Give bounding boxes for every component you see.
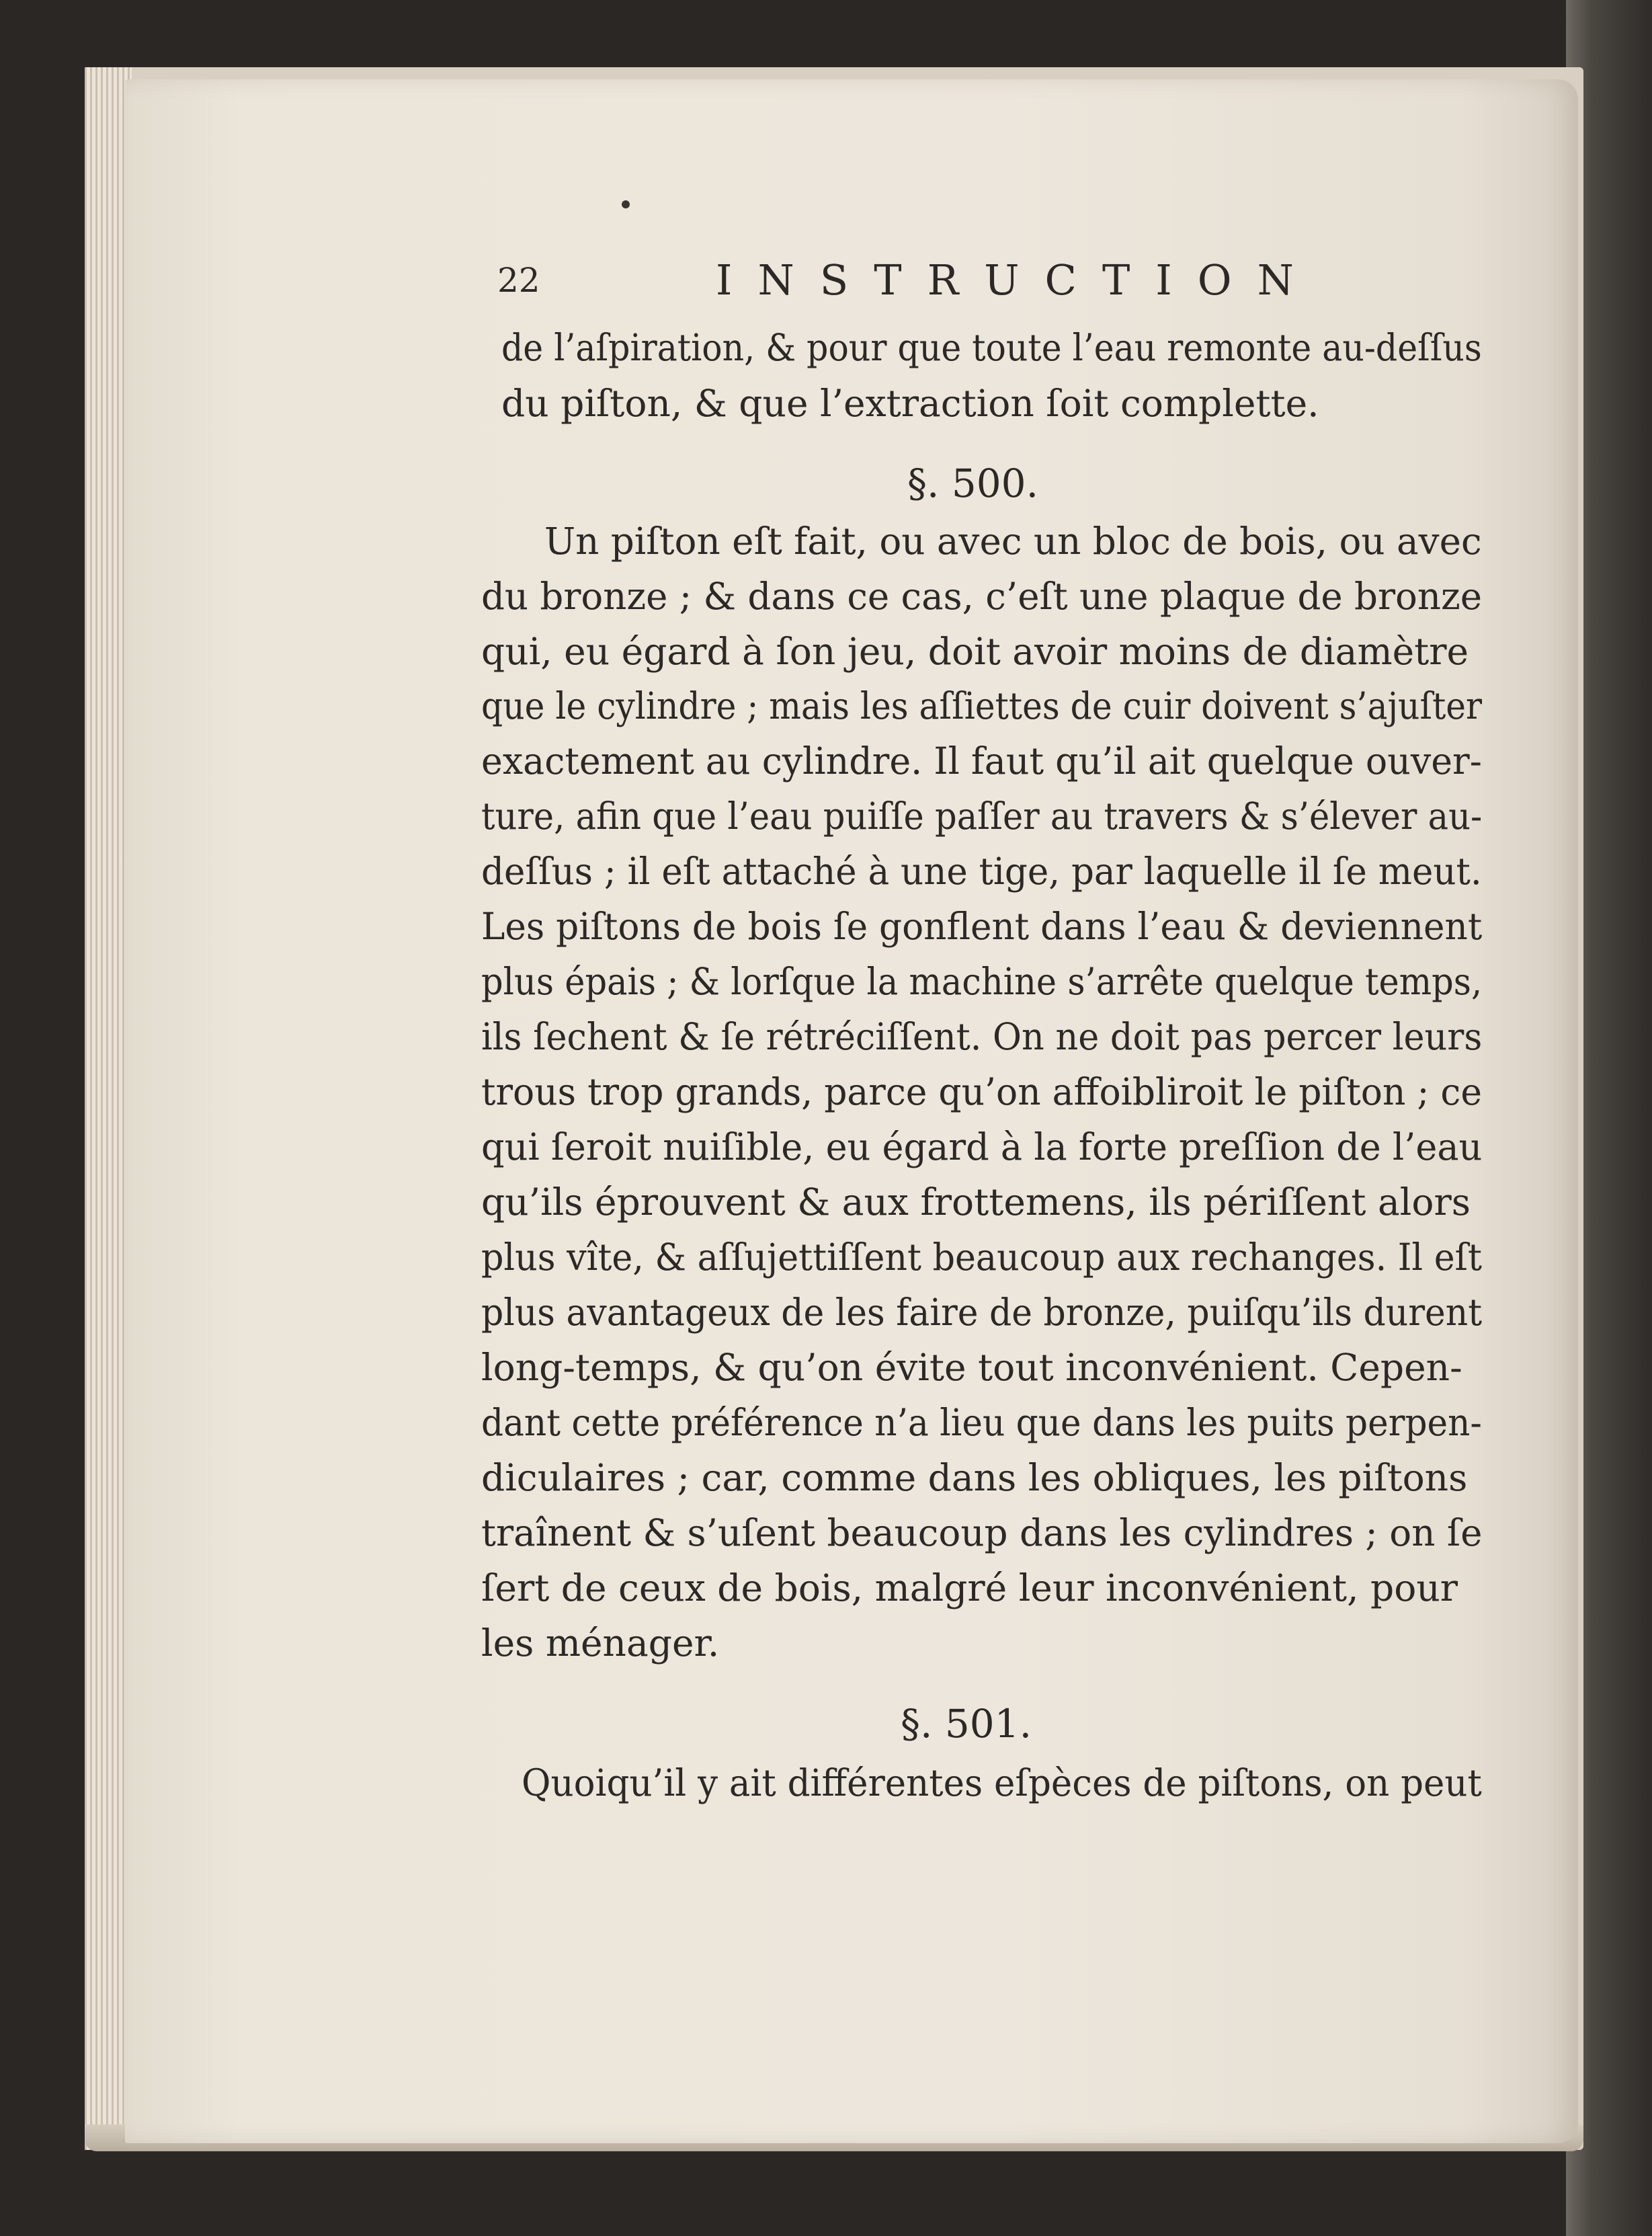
page-number: 22 bbox=[497, 261, 540, 300]
text-line: que le cylindre ; mais les aſſiettes de cuir doivent s’ajuſter bbox=[481, 684, 1483, 727]
text-line: les ménager. bbox=[481, 1622, 720, 1665]
text-line: plus avantageux de les faire de bronze, puiſqu’ils durent bbox=[481, 1291, 1483, 1334]
text-line: exactement au cylindre. Il faut qu’il ait quelque ouver- bbox=[481, 740, 1482, 783]
text-line: ſert de ceux de bois, malgré leur inconvénient, pour bbox=[481, 1566, 1458, 1609]
text-line: du bronze ; & dans ce cas, c’eſt une plaque de bronze bbox=[481, 575, 1483, 618]
text-line: de l’aſpiration, & pour que toute l’eau remonte au-deſſus bbox=[501, 326, 1482, 369]
text-line: trous trop grands, parce qu’on affoibliroit le piſton ; ce bbox=[481, 1070, 1482, 1113]
text-line: long-temps, & qu’on évite tout inconvénient. Cepen- bbox=[481, 1346, 1462, 1389]
text-line: plus épais ; & lorſque la machine s’arrête quelque temps, bbox=[481, 960, 1483, 1003]
text-line: diculaires ; car, comme dans les obliques, les piſtons bbox=[481, 1456, 1468, 1499]
ink-speck bbox=[622, 200, 630, 208]
section-heading-501: §. 501. bbox=[901, 1701, 1032, 1747]
text-line: Les piſtons de bois ſe gonflent dans l’eau & deviennent bbox=[481, 905, 1483, 948]
text-line: qui, eu égard à ſon jeu, doit avoir moins de diamètre bbox=[481, 630, 1469, 673]
text-line: ture, afin que l’eau puiſſe paſſer au travers & s’élever au- bbox=[481, 795, 1483, 838]
text-line: traînent & s’uſent beaucoup dans les cylindres ; on ſe bbox=[481, 1511, 1483, 1554]
text-line: qui ſeroit nuiſible, eu égard à la forte preſſion de l’eau bbox=[481, 1125, 1483, 1168]
text-line: qu’ils éprouvent & aux frottemens, ils périſſent alors bbox=[481, 1181, 1471, 1224]
running-head bbox=[497, 255, 1479, 316]
section-heading-500: §. 500. bbox=[907, 461, 1039, 506]
text-line: plus vîte, & aſſujettiſſent beaucoup aux rechanges. Il eſt bbox=[481, 1236, 1482, 1279]
text-line: dant cette préférence n’a lieu que dans les puits perpen- bbox=[481, 1401, 1482, 1444]
text-line: deſſus ; il eſt attaché à une tige, par laquelle il ſe meut. bbox=[481, 850, 1482, 893]
text-line: ils ſechent & ſe rétréciſſent. On ne doit pas percer leurs bbox=[481, 1015, 1483, 1058]
running-title: INSTRUCTION bbox=[716, 255, 1319, 305]
text-line: Un piſton eſt fait, ou avec un bloc de bois, ou avec bbox=[544, 520, 1482, 563]
text-line: Quoiqu’il y ait différentes eſpèces de piſtons, on peut bbox=[522, 1761, 1482, 1804]
text-line: du piſton, & que l’extraction ſoit complette. bbox=[501, 382, 1319, 425]
